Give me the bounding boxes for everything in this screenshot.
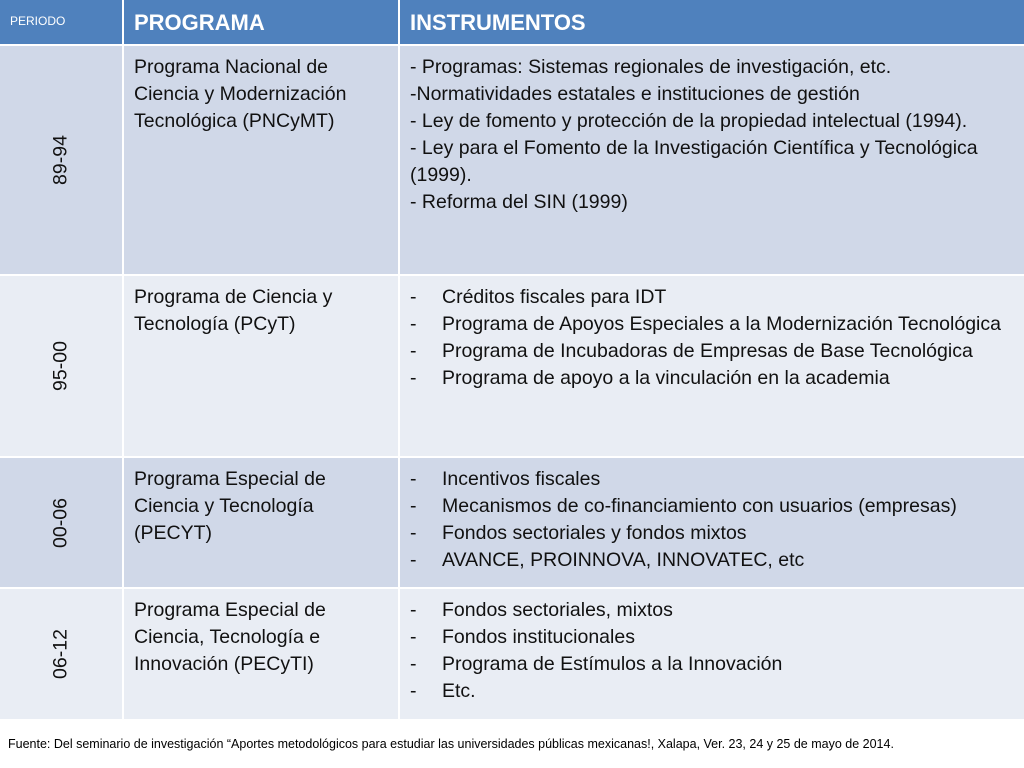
header-periodo: PERIODO (0, 0, 124, 46)
period-label: 06-12 (49, 629, 72, 679)
dash-bullet: - (410, 286, 417, 308)
instrument-item: - Ley de fomento y protección de la propiedad intelectual (1994). (410, 110, 968, 132)
program-cell: Programa Especial de Ciencia y Tecnología (PECYT) (124, 458, 400, 589)
period-cell (0, 458, 124, 589)
program-cell: Programa de Ciencia y Tecnología (PCyT) (124, 276, 400, 458)
dash-bullet: - (410, 313, 417, 335)
instruments-cell (400, 458, 1024, 589)
instrument-text: Programa de Apoyos Especiales a la Modernización Tecnológica (442, 313, 1001, 335)
instrument-item (410, 311, 1014, 338)
dash-bullet: - (410, 626, 417, 648)
instruments-cell (400, 46, 1024, 276)
instrument-item (410, 624, 1014, 651)
period-cell (0, 276, 124, 458)
instrument-text: Mecanismos de co-financiamiento con usuarios (empresas) (442, 495, 957, 517)
period-label: 89-94 (49, 135, 72, 185)
instrument-item (410, 466, 1014, 493)
instruments-cell (400, 276, 1024, 458)
instrument-item: - Reforma del SIN (1999) (410, 191, 628, 213)
period-cell (0, 46, 124, 276)
dash-bullet: - (410, 495, 417, 517)
program-cell: Programa Nacional de Ciencia y Modernización Tecnológica (PNCyMT) (124, 46, 400, 276)
header-programa: PROGRAMA (124, 0, 400, 46)
instrument-text: Programa de Estímulos a la Innovación (442, 653, 783, 675)
instrument-text: Fondos institucionales (442, 626, 635, 648)
period-label: 00-06 (49, 497, 72, 548)
dash-bullet: - (410, 680, 417, 702)
instrument-item (410, 284, 1014, 311)
dash-bullet: - (410, 599, 417, 621)
instrument-item (410, 597, 1014, 624)
instrument-item: - Programas: Sistemas regionales de investigación, etc. (410, 56, 892, 78)
instrument-item (410, 338, 1014, 365)
instrument-item: -Normatividades estatales e instituciones de gestión (410, 83, 860, 105)
dash-bullet: - (410, 340, 417, 362)
instrument-text: Créditos fiscales para IDT (442, 286, 667, 308)
instruments-cell (400, 589, 1024, 721)
dash-bullet: - (410, 549, 417, 571)
instrument-text: AVANCE, PROINNOVA, INNOVATEC, etc (442, 549, 805, 571)
instrument-item (410, 493, 1014, 520)
instrument-text: Fondos sectoriales, mixtos (442, 599, 673, 621)
instrument-item (410, 520, 1014, 547)
dash-bullet: - (410, 522, 417, 544)
instrument-text: Fondos sectoriales y fondos mixtos (442, 522, 747, 544)
instrument-item (410, 651, 1014, 678)
period-cell (0, 589, 124, 721)
dash-bullet: - (410, 367, 417, 389)
instrument-list (410, 466, 1014, 574)
instrument-item: - Ley para el Fomento de la Investigación Científica y Tecnológica (1999). (410, 137, 984, 186)
instrument-item (410, 365, 1014, 392)
instrument-text: Incentivos fiscales (442, 468, 601, 490)
instrument-list (410, 597, 1014, 705)
instrument-list (410, 284, 1014, 392)
instrument-text: Programa de apoyo a la vinculación en la academia (442, 367, 890, 389)
dash-bullet: - (410, 468, 417, 490)
instrument-item (410, 547, 1014, 574)
instrument-text: Etc. (442, 680, 476, 702)
instrument-text: Programa de Incubadoras de Empresas de Base Tecnológica (442, 340, 973, 362)
header-instrumentos: INSTRUMENTOS (400, 0, 1024, 46)
program-cell: Programa Especial de Ciencia, Tecnología e Innovación (PECyTI) (124, 589, 400, 721)
instrument-item (410, 678, 1014, 705)
dash-bullet: - (410, 653, 417, 675)
source-footnote: Fuente: Del seminario de investigación “Aportes metodológicos para estudiar las universidades públicas mexicanas!, Xalapa, Ver. 23, 24 y 25 de mayo de 2014. (8, 737, 894, 751)
period-label: 95-00 (49, 341, 72, 391)
